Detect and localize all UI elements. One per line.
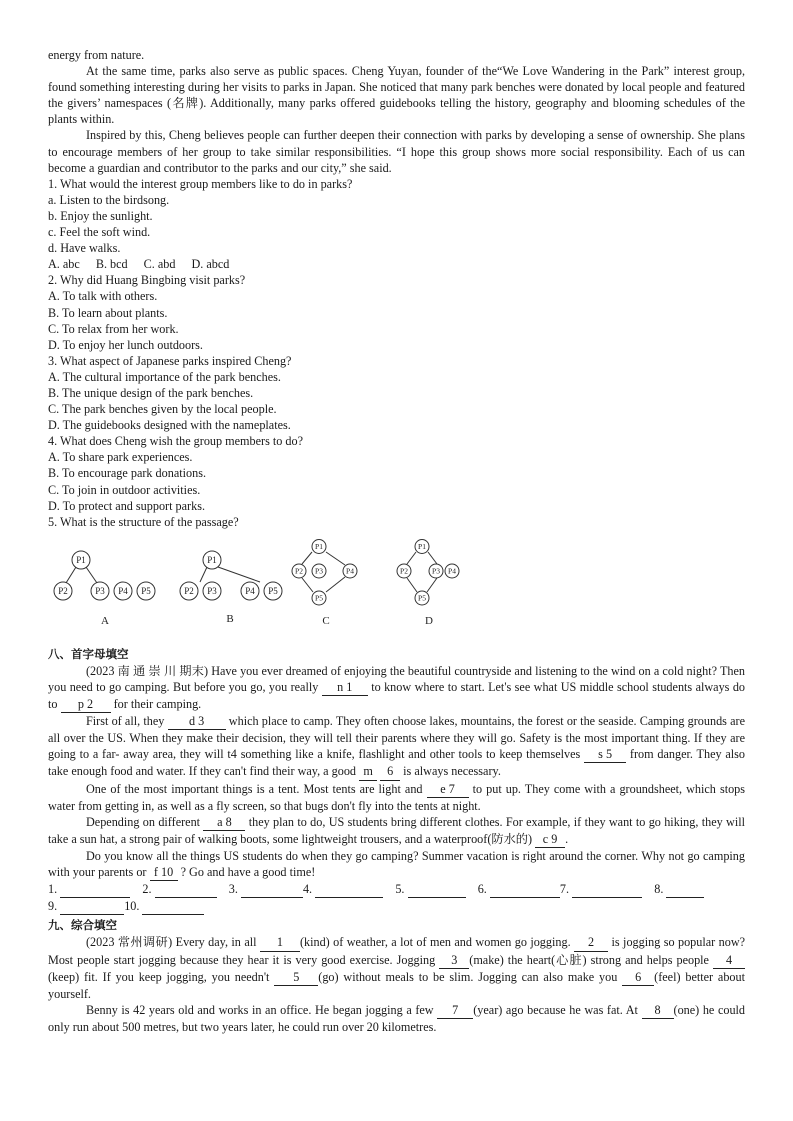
blank-9[interactable]: c 9 bbox=[535, 831, 565, 848]
section-8-paragraph-5: Do you know all the things US students do when they go camping? Summer vacation is right around the corner. Why not go camping with your parents or f 10 ? Go and have a good time! bbox=[48, 848, 745, 881]
question-1: 1. What would the interest group members like to do in parks? bbox=[48, 176, 353, 191]
q4-option-a[interactable]: A. To share park experiences. bbox=[48, 450, 193, 465]
diagram-d-connector bbox=[427, 578, 437, 592]
q2-option-b[interactable]: B. To learn about plants. bbox=[48, 305, 168, 320]
blank-6-letter[interactable]: m bbox=[359, 763, 377, 780]
question-2: 2. Why did Huang Bingbing visit parks? bbox=[48, 273, 246, 288]
blank-6[interactable]: 6 bbox=[380, 763, 400, 780]
diagram-c-node-label: P5 bbox=[315, 593, 323, 603]
answer-row-1: 1. 2. 3. 4. 5. 6. 7. 8. bbox=[48, 881, 745, 898]
diagram-letter: D bbox=[425, 614, 433, 627]
cloze-blank-4[interactable]: 4 bbox=[713, 952, 745, 969]
answer-line-1[interactable] bbox=[60, 881, 130, 898]
blank-2[interactable]: p 2 bbox=[61, 696, 111, 713]
diagram-a-connector bbox=[66, 567, 76, 583]
q3-option-b[interactable]: B. The unique design of the park benches. bbox=[48, 385, 254, 400]
diagram-d-node-label: P2 bbox=[400, 566, 408, 576]
section-8-paragraph-1: (2023 南 通 崇 川 期末) Have you ever dreamed of enjoying the beautiful countryside and listening to the wind on a cold night? Then you need to go camping. But before you go, you really n 1 to know where to start. Let's see what US middle school students always do to p 2 for their camping. bbox=[48, 663, 745, 713]
q2-option-a[interactable]: A. To talk with others. bbox=[48, 289, 158, 304]
diagram-letter: B bbox=[226, 612, 234, 625]
source-tag: (2023 常州调研) bbox=[86, 935, 173, 950]
q1-option-d[interactable]: D. abcd bbox=[191, 257, 230, 272]
blank-3[interactable]: d 3 bbox=[168, 713, 226, 730]
diagram-b-connector bbox=[218, 567, 260, 582]
passage-paragraph: Inspired by this, Cheng believes people can further deepen their connection with parks by developing a sense of ownership. She plans to encourage members of her group to take similar responsibilities. “I hope this group shows more social responsibility. Each of us can become a guardian and contributor to the parks and our city,” she said. bbox=[48, 128, 745, 175]
question-4: 4. What does Cheng wish the group members to do? bbox=[48, 434, 303, 449]
diagram-a-node-label: P4 bbox=[118, 586, 128, 597]
q3-option-c[interactable]: C. The park benches given by the local people. bbox=[48, 402, 277, 417]
diagram-a-node-label: P1 bbox=[76, 555, 86, 566]
cloze-blank-5[interactable]: 5 bbox=[274, 969, 318, 986]
diagram-c-connector bbox=[302, 578, 313, 592]
diagram-b-connector bbox=[200, 567, 207, 582]
q1-item-c: c. Feel the soft wind. bbox=[48, 225, 151, 240]
q1-option-a[interactable]: A. abc bbox=[48, 257, 80, 272]
diagram-c-connector bbox=[326, 552, 345, 565]
blank-1[interactable]: n 1 bbox=[322, 679, 368, 696]
question-3: 3. What aspect of Japanese parks inspired Cheng? bbox=[48, 353, 292, 368]
q4-option-b[interactable]: B. To encourage park donations. bbox=[48, 466, 206, 481]
diagram-c-node-label: P2 bbox=[295, 566, 303, 576]
q1-item-d: d. Have walks. bbox=[48, 241, 121, 256]
section-8-paragraph-2: First of all, they d 3 which place to camp. They often choose lakes, mountains, the forest or the seaside. Camping grounds are all over the US. When they make their decision, they will tell their parents where they will go. Safety is the most important thing. If they are going to a far- away area, they will t4 something like a knife, flashlight and other tools to keep themselves s 5 from danger. They also take enough food and water. If they can't find their way, a good m 6 is always necessary. bbox=[48, 713, 745, 780]
answer-line-4[interactable] bbox=[315, 881, 383, 898]
cloze-blank-3[interactable]: 3 bbox=[439, 952, 469, 969]
diagram-c-node-label: P4 bbox=[346, 566, 354, 576]
q4-option-d[interactable]: D. To protect and support parks. bbox=[48, 498, 205, 513]
cloze-blank-7[interactable]: 7 bbox=[437, 1002, 473, 1019]
cloze-blank-1[interactable]: 1 bbox=[260, 934, 300, 951]
q4-option-c[interactable]: C. To join in outdoor activities. bbox=[48, 482, 201, 497]
cloze-blank-2[interactable]: 2 bbox=[574, 934, 608, 951]
answer-row-2: 9. 10. bbox=[48, 898, 745, 915]
question-5: 5. What is the structure of the passage? bbox=[48, 514, 239, 529]
cloze-blank-6[interactable]: 6 bbox=[622, 969, 654, 986]
q2-option-c[interactable]: C. To relax from her work. bbox=[48, 321, 179, 336]
structure-diagrams-svg bbox=[48, 536, 468, 642]
blank-10[interactable]: f 10 bbox=[150, 864, 178, 881]
diagram-a-node-label: P2 bbox=[58, 586, 68, 597]
answer-line-6[interactable] bbox=[490, 881, 560, 898]
diagram-letter: C bbox=[322, 614, 330, 627]
answer-line-8[interactable] bbox=[666, 881, 704, 898]
q1-item-a: a. Listen to the birdsong. bbox=[48, 192, 170, 207]
answer-line-7[interactable] bbox=[572, 881, 642, 898]
diagram-d-node-label: P5 bbox=[418, 593, 426, 603]
section-9-paragraph-1: (2023 常州调研) Every day, in all 1 (kind) of weather, a lot of men and women go jogging. 2 is jogging so popular now? Most people start jogging because they hear it is very good exercise. Jogging 3 (make) the heart(心脏) strong and helps people 4(keep) fit. If you keep jogging, you needn't 5 (go) without meals to be slim. Jogging can also make you 6 (feel) better about yourself. bbox=[48, 935, 746, 1001]
source-tag: (2023 南 通 崇 川 期末) bbox=[86, 663, 209, 678]
passage-line: energy from nature. bbox=[48, 48, 145, 62]
diagram-b-node-label: P3 bbox=[207, 586, 217, 597]
diagram-a-connector bbox=[86, 567, 97, 583]
q1-options bbox=[48, 256, 745, 272]
diagram-d-node-label: P1 bbox=[418, 542, 426, 552]
diagram-c-connector bbox=[326, 577, 345, 592]
diagram-b-node-label: P4 bbox=[245, 586, 255, 597]
diagram-b-node-label: P5 bbox=[268, 586, 278, 597]
answer-line-3[interactable] bbox=[241, 881, 303, 898]
blank-5[interactable]: s 5 bbox=[584, 746, 626, 763]
diagram-a-node-label: P3 bbox=[95, 586, 105, 597]
section-8-heading: 八、首字母填空 bbox=[48, 646, 129, 661]
diagram-c-node-label: P1 bbox=[315, 542, 323, 552]
diagram-d-node-label: P3 bbox=[432, 566, 440, 576]
section-8-paragraph-3: One of the most important things is a tent. Most tents are light and e 7 to put up. They come with a groundsheet, which stops water from getting in, as well as a fly screen, so that bugs don't fly into the tents at night. bbox=[48, 781, 746, 813]
q2-option-d[interactable]: D. To enjoy her lunch outdoors. bbox=[48, 337, 203, 352]
blank-7[interactable]: e 7 bbox=[427, 781, 469, 798]
q1-item-b: b. Enjoy the sunlight. bbox=[48, 208, 153, 223]
q1-option-c[interactable]: C. abd bbox=[143, 257, 176, 272]
diagram-d-connector bbox=[407, 578, 417, 592]
diagram-a-node-label: P5 bbox=[141, 586, 151, 597]
diagram-b-node-label: P1 bbox=[207, 555, 217, 566]
cloze-blank-8[interactable]: 8 bbox=[642, 1002, 674, 1019]
diagram-c-node-label: P3 bbox=[315, 566, 323, 576]
diagram-letter: A bbox=[101, 614, 109, 627]
passage-paragraph: At the same time, parks also serve as public spaces. Cheng Yuyan, founder of the“We Love Wandering in the Park” interest group, found something interesting during her visits to parks in Japan. She noticed that many park benches were donated by local people and featured the givers’ namespaces (名牌). Additionally, many parks offered guidebooks telling the history, geography and blooming schedules of the plants within. bbox=[48, 64, 745, 127]
section-9-paragraph-2: Benny is 42 years old and works in an office. He began jogging a few 7 (year) ago because he was fat. At 8 (one) he could only run about 500 metres, but two years later, he could run over 20 kilometres. bbox=[48, 1002, 746, 1034]
diagram-d-node-label: P4 bbox=[448, 566, 456, 576]
diagram-c-connector bbox=[302, 552, 312, 564]
q3-option-d[interactable]: D. The guidebooks designed with the nameplates. bbox=[48, 418, 291, 433]
diagram-d-connector bbox=[407, 552, 416, 564]
answer-line-2[interactable] bbox=[155, 881, 217, 898]
blank-8[interactable]: a 8 bbox=[203, 814, 245, 831]
q1-option-b[interactable]: B. bcd bbox=[95, 257, 128, 272]
section-8-paragraph-4: Depending on different a 8 they plan to do, US students bring different clothes. For example, if they want to go hiking, they will take a sun hat, a strong pair of walking boots, some lightweight trousers, and a waterproof(防水的) c 9 . bbox=[48, 814, 745, 848]
diagram-b-node-label: P2 bbox=[184, 586, 194, 597]
answer-line-5[interactable] bbox=[408, 881, 466, 898]
document-page bbox=[48, 47, 745, 1035]
q3-option-a[interactable]: A. The cultural importance of the park benches. bbox=[48, 369, 281, 384]
diagram-d-connector bbox=[428, 552, 437, 564]
section-9-heading: 九、综合填空 bbox=[48, 918, 117, 933]
answer-line-9[interactable] bbox=[60, 898, 124, 915]
answer-line-10[interactable] bbox=[142, 898, 204, 915]
structure-diagrams bbox=[48, 536, 745, 642]
